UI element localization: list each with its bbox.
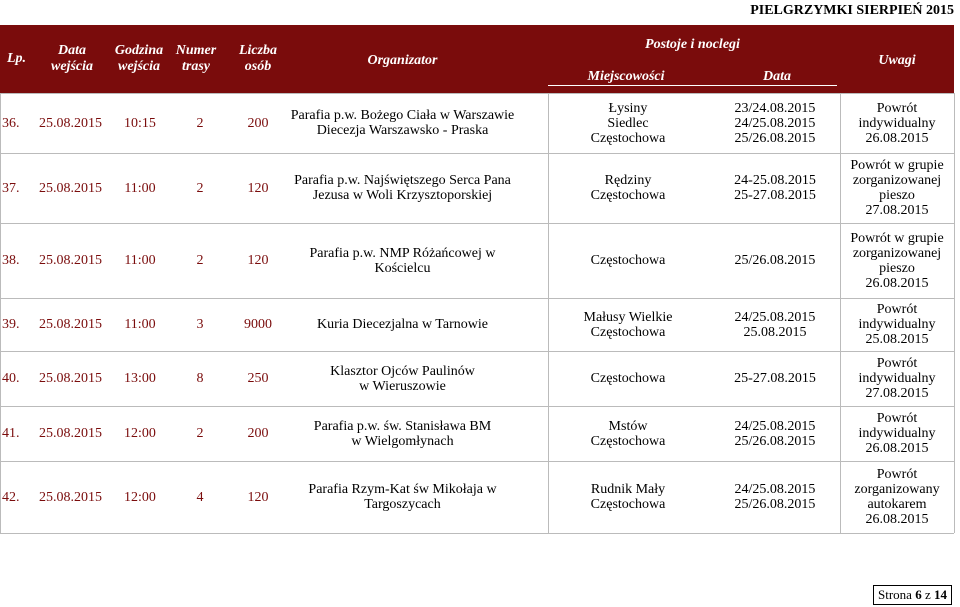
cell-dt: [710, 173, 840, 203]
cell-plc-line: Rędziny: [604, 173, 652, 188]
cell-data: 25.08.2015: [39, 317, 102, 332]
cell-dt-line: 24/25.08.2015: [734, 115, 816, 131]
cell-rm-line: Powrót w grupie: [850, 230, 944, 246]
table-header: [0, 25, 954, 93]
table-row: [0, 298, 954, 351]
header-uwagi: Uwagi: [878, 53, 916, 68]
cell-rm: [840, 467, 954, 527]
footer-prefix: Strona: [878, 587, 912, 602]
cell-plc-line: Mstów: [608, 418, 648, 434]
header-godzina: Godzina wejścia: [114, 43, 164, 74]
cell-osob: 200: [247, 426, 269, 441]
cell-org-line: Kościelcu: [374, 260, 431, 276]
cell-rm-line: 26.08.2015: [865, 130, 929, 146]
cell-dt-line: 25/26.08.2015: [734, 433, 816, 449]
cell-trasa: 2: [196, 253, 204, 268]
cell-org: [290, 173, 515, 203]
cell-dt-line: 24-25.08.2015: [734, 173, 816, 188]
grid-hline: [0, 533, 954, 534]
document-title: PIELGRZYMKI SIERPIEŃ 2015: [750, 3, 954, 18]
cell-rm-line: Powrót: [876, 411, 918, 426]
cell-rm-line: 25.08.2015: [865, 332, 929, 347]
cell-org-line: Parafia p.w. Bożego Ciała w Warszawie: [290, 108, 515, 123]
cell-rm-line: Powrót: [876, 467, 918, 482]
cell-data: 25.08.2015: [39, 426, 102, 441]
cell-dt-line: 25/26.08.2015: [734, 253, 816, 268]
header-liczba: Liczba osób: [238, 43, 278, 74]
cell-dt-line: 25-27.08.2015: [734, 188, 816, 203]
cell-trasa: 2: [196, 426, 204, 441]
cell-plc-line: Siedlec: [607, 115, 649, 131]
cell-plc-line: Częstochowa: [590, 188, 666, 203]
header-data: Data wejścia: [51, 43, 93, 74]
cell-org: [290, 482, 515, 512]
cell-plc: [548, 101, 708, 146]
cell-org: [290, 246, 515, 276]
header-lp: Lp.: [6, 51, 27, 66]
footer-sep: z: [924, 587, 931, 602]
cell-dt-line: 24/25.08.2015: [734, 309, 816, 325]
cell-plc: [548, 253, 708, 268]
header-miejscowosci: Miejscowości: [587, 69, 665, 84]
footer-page: 6: [915, 587, 922, 602]
cell-lp: 40.: [2, 371, 20, 386]
cell-data: 25.08.2015: [39, 489, 102, 505]
cell-lp: 38.: [2, 253, 20, 268]
cell-data: 25.08.2015: [39, 115, 102, 131]
grid-vline: [954, 93, 955, 533]
cell-rm-line: indywidualny: [858, 426, 936, 441]
cell-rm: [840, 411, 954, 456]
cell-osob: 250: [247, 371, 269, 386]
cell-lp: 37.: [2, 180, 20, 196]
cell-org-line: Parafia p.w. NMP Różańcowej w: [309, 245, 496, 261]
header-data2: Data: [763, 69, 791, 84]
cell-osob: 200: [247, 115, 269, 131]
cell-osob: 120: [247, 253, 269, 268]
cell-org: [290, 364, 515, 394]
cell-rm: [840, 101, 954, 146]
cell-godz: 11:00: [124, 317, 156, 332]
cell-rm-line: autokarem: [867, 497, 927, 512]
cell-org-line: Targoszycach: [364, 497, 441, 512]
cell-plc-line: Częstochowa: [590, 130, 666, 146]
cell-rm-line: zorganizowanej: [852, 245, 942, 261]
cell-godz: 12:00: [124, 426, 156, 441]
cell-trasa: 2: [196, 115, 204, 131]
cell-dt-line: 23/24.08.2015: [734, 100, 816, 116]
table-row: [0, 153, 954, 223]
cell-plc-line: Częstochowa: [590, 433, 666, 449]
cell-rm-line: pieszo: [879, 260, 915, 276]
cell-plc-line: Częstochowa: [590, 324, 666, 340]
cell-org-line: Kuria Diecezjalna w Tarnowie: [317, 317, 488, 332]
cell-godz: 11:00: [124, 253, 156, 268]
cell-org-line: w Wieruszowie: [359, 378, 446, 394]
cell-rm-line: 27.08.2015: [865, 386, 929, 401]
cell-rm: [840, 231, 954, 291]
cell-rm-line: 26.08.2015: [865, 512, 929, 527]
table-row: [0, 93, 954, 153]
cell-dt-line: 25/26.08.2015: [734, 130, 816, 146]
cell-org-line: w Wielgomłynach: [351, 433, 454, 449]
cell-plc-line: Częstochowa: [590, 253, 666, 268]
cell-rm-line: Powrót: [876, 100, 918, 116]
cell-rm-line: indywidualny: [858, 371, 936, 386]
header-postoje: Postoje i noclegi: [645, 37, 740, 52]
cell-org-line: Parafia p.w. św. Stanisława BM: [313, 418, 492, 434]
cell-dt: [710, 310, 840, 340]
cell-rm-line: pieszo: [879, 188, 915, 203]
cell-rm-line: indywidualny: [858, 317, 936, 332]
cell-godz: 13:00: [124, 371, 156, 386]
cell-rm-line: 26.08.2015: [865, 441, 929, 456]
cell-data: 25.08.2015: [39, 253, 102, 268]
cell-data: 25.08.2015: [39, 371, 102, 386]
footer-total: 14: [934, 587, 947, 602]
cell-org-line: Parafia Rzym-Kat św Mikołaja w: [308, 482, 497, 497]
cell-org: [290, 108, 515, 138]
cell-lp: 41.: [2, 426, 20, 441]
cell-osob: 120: [247, 180, 269, 196]
cell-rm-line: Powrót w grupie: [850, 158, 944, 173]
cell-trasa: 2: [196, 180, 204, 196]
cell-dt-line: 24/25.08.2015: [734, 482, 816, 497]
cell-lp: 42.: [2, 489, 20, 505]
page-footer: [873, 585, 952, 605]
cell-rm-line: 27.08.2015: [865, 203, 929, 218]
cell-plc-line: Łysiny: [608, 100, 648, 116]
table-row: [0, 223, 954, 298]
cell-plc: [548, 482, 708, 512]
cell-plc: [548, 419, 708, 449]
cell-dt: [710, 101, 840, 146]
cell-osob: 120: [247, 489, 269, 505]
table-row: [0, 351, 954, 406]
cell-dt-line: 24/25.08.2015: [734, 418, 816, 434]
cell-godz: 12:00: [124, 489, 156, 505]
table-row: [0, 406, 954, 461]
cell-trasa: 4: [196, 489, 204, 505]
cell-dt-line: 25/26.08.2015: [734, 497, 816, 512]
cell-dt-line: 25-27.08.2015: [734, 371, 816, 386]
cell-rm: [840, 356, 954, 401]
cell-plc-line: Częstochowa: [590, 371, 666, 386]
cell-lp: 39.: [2, 317, 20, 332]
header-divider: [548, 85, 837, 86]
header-organizator: Organizator: [367, 53, 438, 68]
cell-data: 25.08.2015: [39, 180, 102, 196]
cell-dt-line: 25.08.2015: [743, 324, 807, 340]
cell-org-line: Parafia p.w. Najświętszego Serca Pana: [294, 173, 511, 188]
cell-plc-line: Małusy Wielkie: [583, 309, 673, 325]
cell-plc-line: Rudnik Mały: [590, 482, 666, 497]
cell-trasa: 3: [196, 317, 204, 332]
cell-org-line: Diecezja Warszawsko - Praska: [316, 123, 489, 138]
cell-rm-line: indywidualny: [858, 115, 936, 131]
cell-org-line: Klasztor Ojców Paulinów: [330, 363, 475, 379]
cell-dt: [710, 253, 840, 268]
table-row: [0, 461, 954, 533]
cell-plc: [548, 310, 708, 340]
cell-rm-line: Powrót: [876, 356, 918, 371]
cell-rm-line: zorganizowany: [854, 482, 940, 497]
cell-lp: 36.: [2, 115, 20, 131]
cell-osob: 9000: [244, 317, 272, 332]
cell-org-line: Jezusa w Woli Krzysztoporskiej: [312, 188, 493, 203]
header-numer: Numer trasy: [175, 43, 217, 74]
cell-plc: [548, 173, 708, 203]
cell-godz: 11:00: [124, 180, 156, 196]
cell-rm: [840, 302, 954, 347]
cell-rm-line: Powrót: [876, 302, 918, 317]
cell-rm-line: zorganizowanej: [852, 173, 942, 188]
cell-plc: [548, 371, 708, 386]
cell-dt: [710, 371, 840, 386]
cell-dt: [710, 419, 840, 449]
cell-org: [290, 419, 515, 449]
cell-plc-line: Częstochowa: [590, 497, 666, 512]
cell-godz: 10:15: [124, 115, 156, 131]
cell-rm: [840, 158, 954, 218]
cell-trasa: 8: [196, 371, 204, 386]
cell-org: [290, 317, 515, 332]
cell-rm-line: 26.08.2015: [865, 275, 929, 291]
cell-dt: [710, 482, 840, 512]
